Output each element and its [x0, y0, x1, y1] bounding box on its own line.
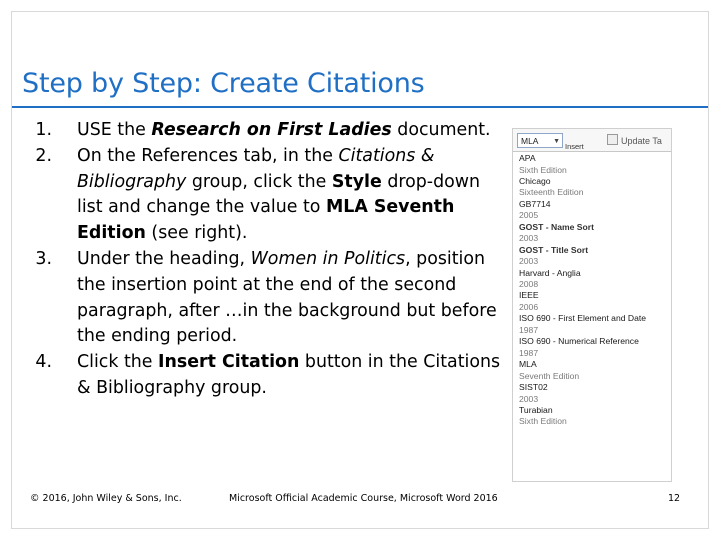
style-option-edition: Seventh Edition — [519, 370, 580, 381]
style-option-name: SIST02 — [519, 382, 548, 393]
step-text: button in the Citations & Bibliography group. — [77, 352, 501, 398]
style-option-gost-title[interactable] — [519, 245, 669, 268]
style-option-chicago[interactable] — [519, 176, 669, 199]
style-option-name: GB7714 — [519, 198, 551, 209]
step-text: On the References tab, in the — [77, 145, 339, 166]
style-option-edition: 2006 — [519, 301, 539, 312]
style-option-edition: 2008 — [519, 279, 539, 290]
step-text: , position the insertion point at the end of the second paragraph, after …in the background but before the ending period. — [77, 248, 497, 347]
update-table-button[interactable] — [607, 134, 662, 146]
style-option-name: Harvard - Anglia — [519, 267, 581, 278]
style-option-iso690-first[interactable] — [519, 313, 669, 336]
style-option-name: IEEE — [519, 290, 539, 301]
update-table-label: Update Ta — [621, 136, 662, 146]
style-option-name: Turabian — [519, 404, 553, 415]
style-option-edition: Sixth Edition — [519, 164, 567, 175]
style-option-apa[interactable] — [519, 153, 669, 176]
step-number: 3. — [35, 248, 52, 269]
style-option-edition: 2003 — [519, 233, 539, 244]
step-item-4 — [22, 350, 502, 402]
style-option-name: GOST - Name Sort — [519, 221, 594, 232]
style-option-name: ISO 690 - First Element and Date — [519, 313, 647, 324]
step-item-1 — [22, 118, 502, 144]
slide-title: Step by Step: Create Citations — [22, 68, 425, 99]
footer-course: Microsoft Official Academic Course, Microsoft Word 2016 — [229, 493, 498, 504]
control-name: Style — [331, 171, 382, 192]
style-option-iso690-numerical[interactable] — [519, 336, 669, 359]
insert-label: Insert — [565, 142, 584, 151]
style-option-edition: Sixteenth Edition — [519, 187, 584, 198]
style-option-name: APA — [519, 153, 536, 163]
step-item-3 — [22, 247, 502, 350]
style-option-edition: 1987 — [519, 324, 539, 335]
style-option-name: Chicago — [519, 175, 551, 186]
style-option-edition: Sixth Edition — [519, 416, 567, 427]
style-options-list — [519, 153, 669, 428]
style-dropdown-screenshot — [512, 128, 672, 482]
steps-list — [22, 118, 502, 402]
style-option-ieee[interactable] — [519, 290, 669, 313]
document-name: Research on First Ladies — [151, 120, 392, 140]
style-option-sist02[interactable] — [519, 382, 669, 405]
group-name: Citations & Bibliography — [77, 145, 435, 192]
style-select[interactable] — [517, 133, 563, 148]
style-value: MLA Seventh Edition — [77, 197, 455, 244]
style-option-name: MLA — [519, 359, 537, 370]
title-divider — [12, 106, 708, 108]
step-text: Under the heading, — [77, 248, 251, 269]
style-option-edition: 2003 — [519, 393, 539, 404]
ribbon-strip — [513, 129, 671, 152]
style-option-edition: 1987 — [519, 347, 539, 358]
step-item-2 — [22, 144, 502, 247]
footer-copyright: © 2016, John Wiley & Sons, Inc. — [30, 493, 182, 504]
step-text: drop-down list and change the value to — [77, 171, 481, 218]
step-text: document. — [391, 120, 491, 140]
chevron-down-icon: ▼ — [553, 138, 560, 145]
style-option-gb7714[interactable] — [519, 199, 669, 222]
step-number: 4. — [35, 352, 52, 373]
step-text: USE the — [77, 120, 152, 140]
update-icon — [607, 134, 618, 145]
heading-name: Women in Politics — [250, 248, 406, 269]
style-option-name: GOST - Title Sort — [519, 244, 589, 255]
style-option-gost-name[interactable] — [519, 222, 669, 245]
style-option-turabian[interactable] — [519, 405, 669, 428]
style-select-value: MLA — [521, 136, 539, 146]
step-number: 1. — [35, 120, 52, 140]
page-number: 12 — [668, 493, 681, 504]
style-option-edition: 2005 — [519, 210, 539, 221]
step-number: 2. — [35, 145, 52, 166]
style-option-edition: 2003 — [519, 256, 539, 267]
step-text: (see right). — [145, 223, 248, 244]
style-option-harvard[interactable] — [519, 268, 669, 291]
style-option-mla[interactable] — [519, 359, 669, 382]
style-option-name: ISO 690 - Numerical Reference — [519, 336, 639, 347]
button-name: Insert Citation — [158, 352, 300, 373]
step-text: Click the — [77, 352, 159, 373]
step-text: group, click the — [186, 171, 332, 192]
